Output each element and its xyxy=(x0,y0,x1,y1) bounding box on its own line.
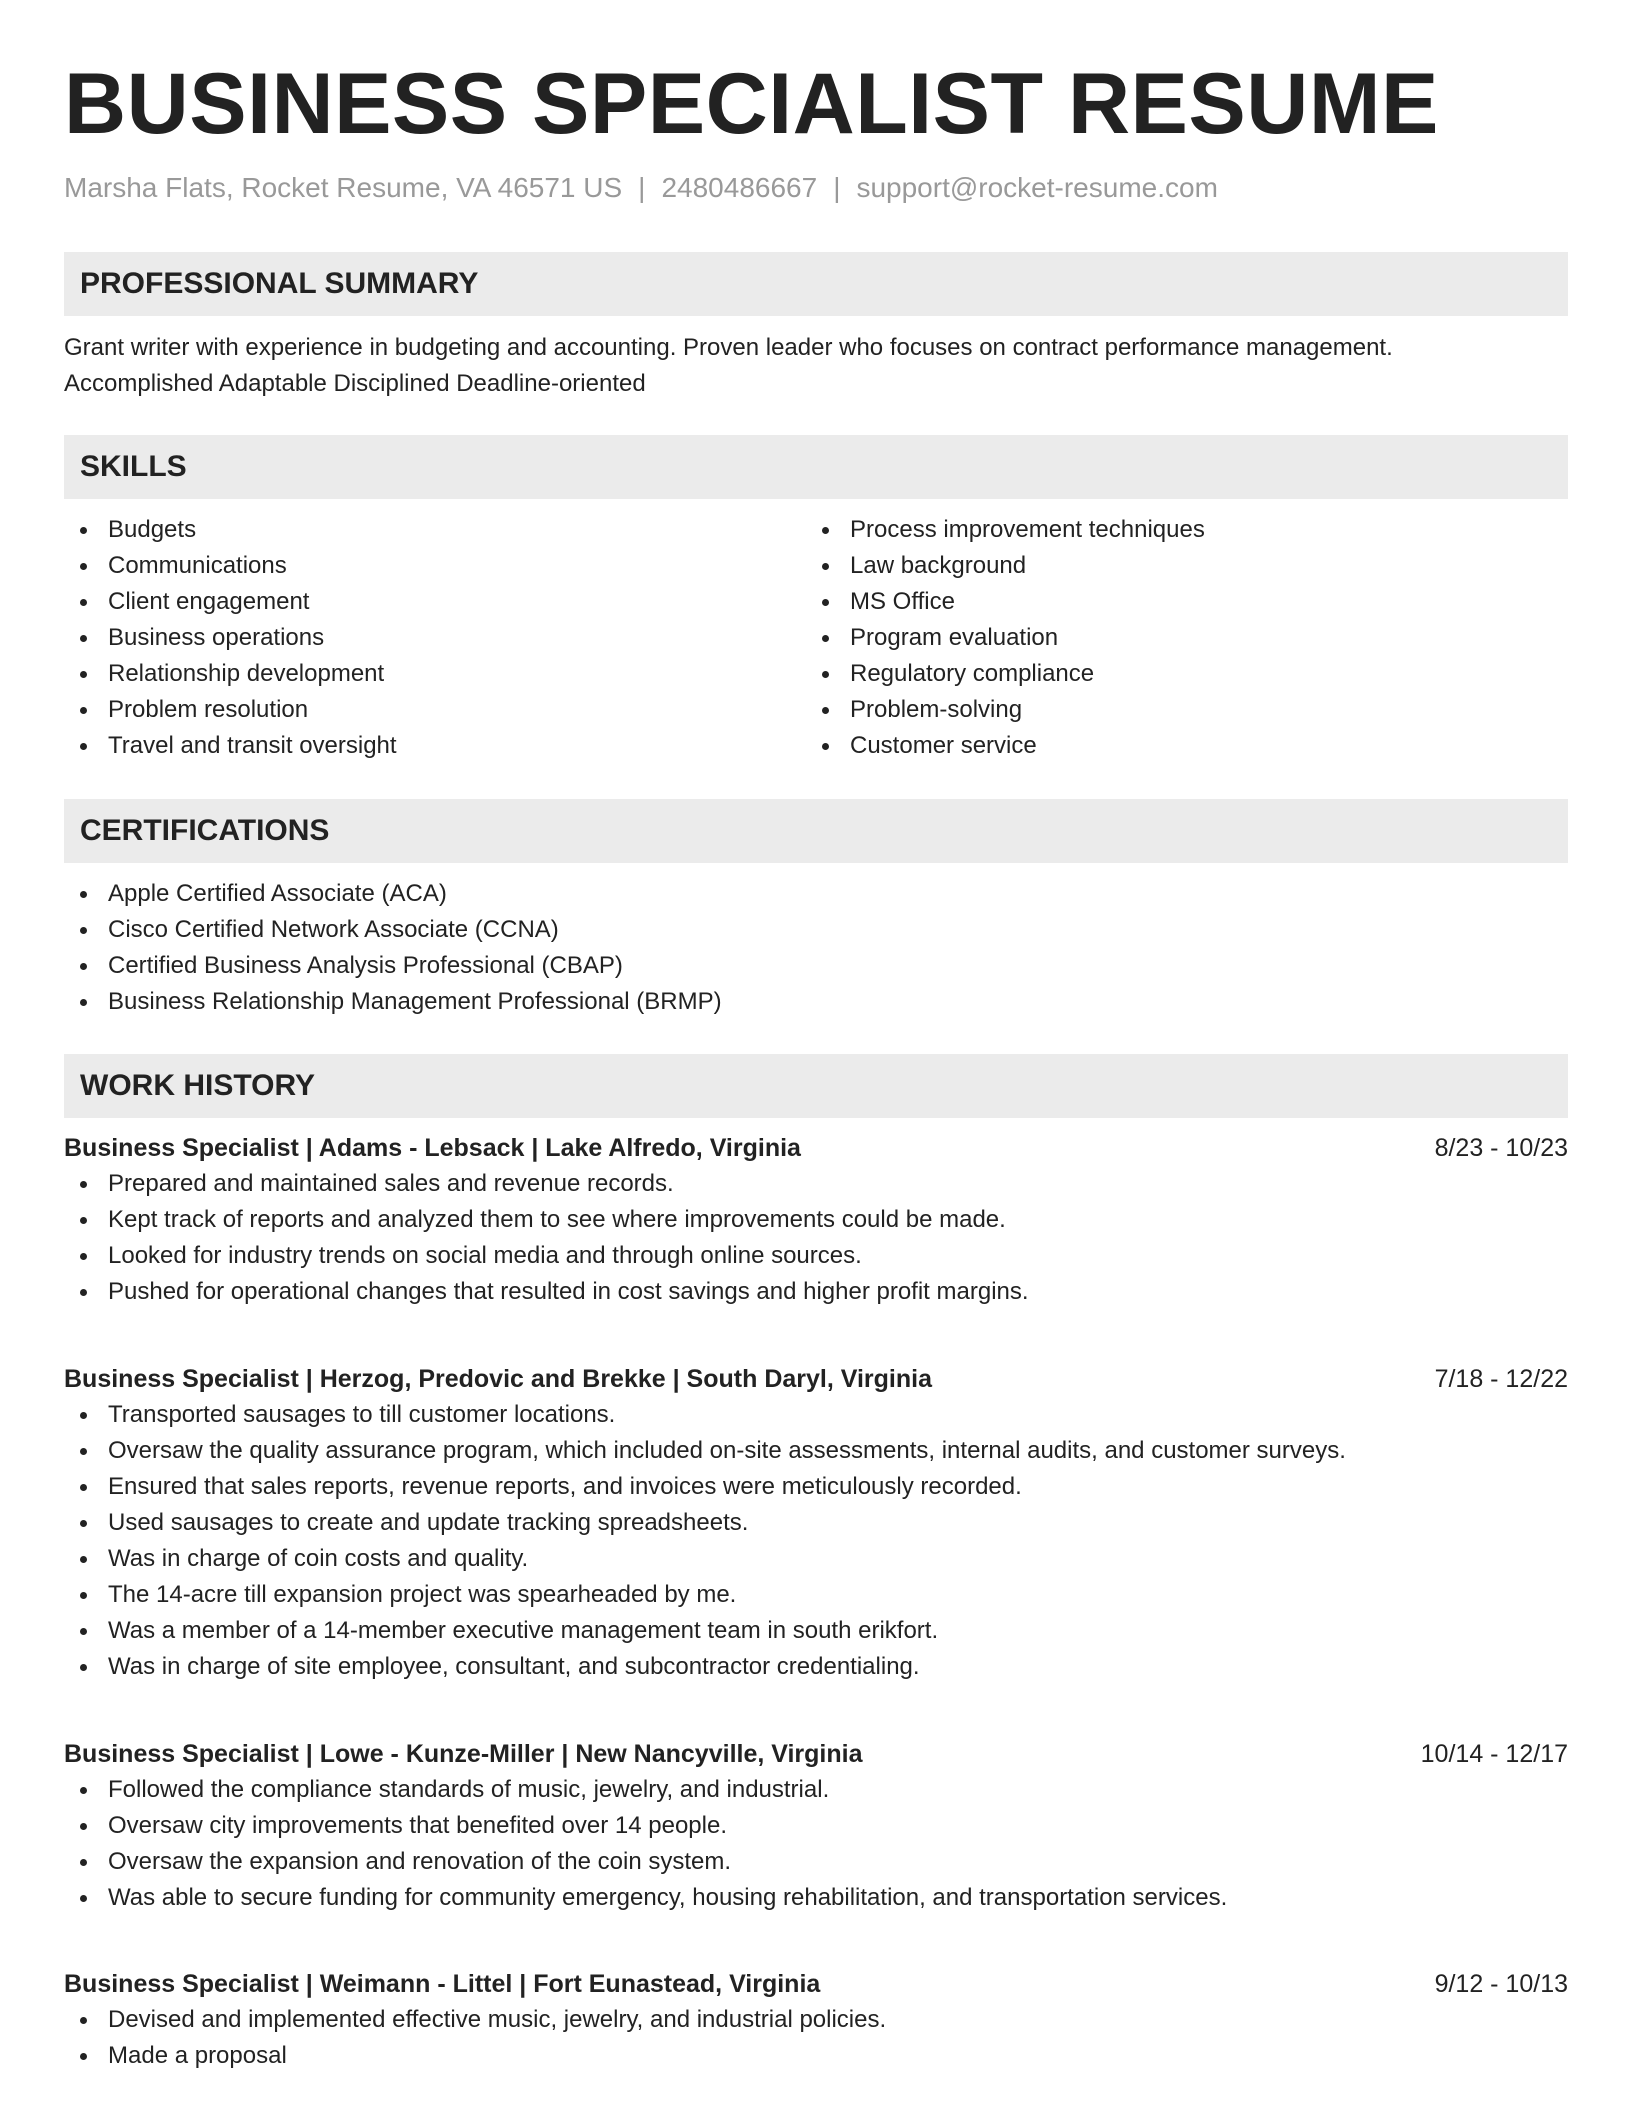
job-entry xyxy=(64,1130,1568,1310)
job-bullet: Ensured that sales reports, revenue reports, and invoices were meticulously recorded. xyxy=(64,1469,1568,1505)
skill-item: Travel and transit oversight xyxy=(64,728,806,764)
contact-email: support@rocket-resume.com xyxy=(856,172,1218,203)
job-title: Business Specialist | Weimann - Littel | Fort Eunastead, Virginia xyxy=(64,1970,821,1998)
skills-column-right xyxy=(806,512,1548,764)
certifications-list xyxy=(64,876,1568,1020)
contact-separator: | xyxy=(833,172,841,203)
page-title: BUSINESS SPECIALIST RESUME xyxy=(64,56,1439,152)
skill-item: Customer service xyxy=(806,728,1548,764)
job-title: Business Specialist | Herzog, Predovic and Brekke | South Daryl, Virginia xyxy=(64,1365,932,1393)
certification-item: Certified Business Analysis Professional (CBAP) xyxy=(64,948,1568,984)
job-bullet: The 14-acre till expansion project was spearheaded by me. xyxy=(64,1577,1568,1613)
job-bullet: Made a proposal xyxy=(64,2038,1568,2074)
job-bullet: Used sausages to create and update tracking spreadsheets. xyxy=(64,1505,1568,1541)
skill-item: Law background xyxy=(806,548,1548,584)
job-bullet: Oversaw the expansion and renovation of the coin system. xyxy=(64,1844,1568,1880)
skill-item: Regulatory compliance xyxy=(806,656,1548,692)
job-bullet: Was a member of a 14-member executive management team in south erikfort. xyxy=(64,1613,1568,1649)
skill-item: Program evaluation xyxy=(806,620,1548,656)
job-bullet: Devised and implemented effective music, jewelry, and industrial policies. xyxy=(64,2002,1568,2038)
job-bullet: Prepared and maintained sales and revenue records. xyxy=(64,1166,1568,1202)
certification-item: Apple Certified Associate (ACA) xyxy=(64,876,1568,912)
job-bullet: Was in charge of site employee, consultant, and subcontractor credentialing. xyxy=(64,1649,1568,1685)
job-dates: 8/23 - 10/23 xyxy=(1434,1134,1568,1162)
job-title: Business Specialist | Adams - Lebsack | Lake Alfredo, Virginia xyxy=(64,1134,801,1162)
certification-item: Business Relationship Management Professional (BRMP) xyxy=(64,984,1568,1020)
certification-item: Cisco Certified Network Associate (CCNA) xyxy=(64,912,1568,948)
section-heading-certifications: CERTIFICATIONS xyxy=(64,799,1568,863)
section-heading-summary: PROFESSIONAL SUMMARY xyxy=(64,252,1568,316)
section-heading-skills: SKILLS xyxy=(64,435,1568,499)
skill-item: Communications xyxy=(64,548,806,584)
job-entry xyxy=(64,1736,1568,1916)
contact-line xyxy=(64,170,1568,206)
skill-item: Process improvement techniques xyxy=(806,512,1548,548)
summary-line: Grant writer with experience in budgeting and accounting. Proven leader who focuses on contract performance management. xyxy=(64,334,1393,361)
skill-item: Budgets xyxy=(64,512,806,548)
job-bullet: Followed the compliance standards of music, jewelry, and industrial. xyxy=(64,1772,1568,1808)
job-dates: 7/18 - 12/22 xyxy=(1434,1365,1568,1393)
summary-text xyxy=(64,330,1568,402)
resume-header xyxy=(64,54,1568,206)
job-bullet: Oversaw city improvements that benefited over 14 people. xyxy=(64,1808,1568,1844)
job-bullet: Oversaw the quality assurance program, which included on-site assessments, internal audits, and customer surveys. xyxy=(64,1433,1568,1469)
skill-item: Business operations xyxy=(64,620,806,656)
job-dates: 9/12 - 10/13 xyxy=(1434,1970,1568,1998)
job-bullet: Pushed for operational changes that resulted in cost savings and higher profit margins. xyxy=(64,1274,1568,1310)
job-bullet: Transported sausages to till customer locations. xyxy=(64,1397,1568,1433)
skill-item: Problem resolution xyxy=(64,692,806,728)
job-dates: 10/14 - 12/17 xyxy=(1420,1740,1568,1768)
job-entry xyxy=(64,1966,1568,2074)
skill-item: Relationship development xyxy=(64,656,806,692)
skill-item: Client engagement xyxy=(64,584,806,620)
contact-address: Marsha Flats, Rocket Resume, VA 46571 US xyxy=(64,172,623,203)
summary-line: Accomplished Adaptable Disciplined Deadline-oriented xyxy=(64,370,646,397)
job-title: Business Specialist | Lowe - Kunze-Miller | New Nancyville, Virginia xyxy=(64,1740,863,1768)
section-heading-work-history: WORK HISTORY xyxy=(64,1054,1568,1118)
skill-item: Problem-solving xyxy=(806,692,1548,728)
skills-column-left xyxy=(64,512,806,764)
job-bullet: Was in charge of coin costs and quality. xyxy=(64,1541,1568,1577)
job-bullet: Kept track of reports and analyzed them to see where improvements could be made. xyxy=(64,1202,1568,1238)
job-entry xyxy=(64,1361,1568,1685)
contact-phone: 2480486667 xyxy=(661,172,818,203)
job-bullet: Looked for industry trends on social media and through online sources. xyxy=(64,1238,1568,1274)
job-bullet: Was able to secure funding for community emergency, housing rehabilitation, and transportation services. xyxy=(64,1880,1568,1916)
skill-item: MS Office xyxy=(806,584,1548,620)
contact-separator: | xyxy=(638,172,646,203)
skills-list xyxy=(64,512,1568,764)
